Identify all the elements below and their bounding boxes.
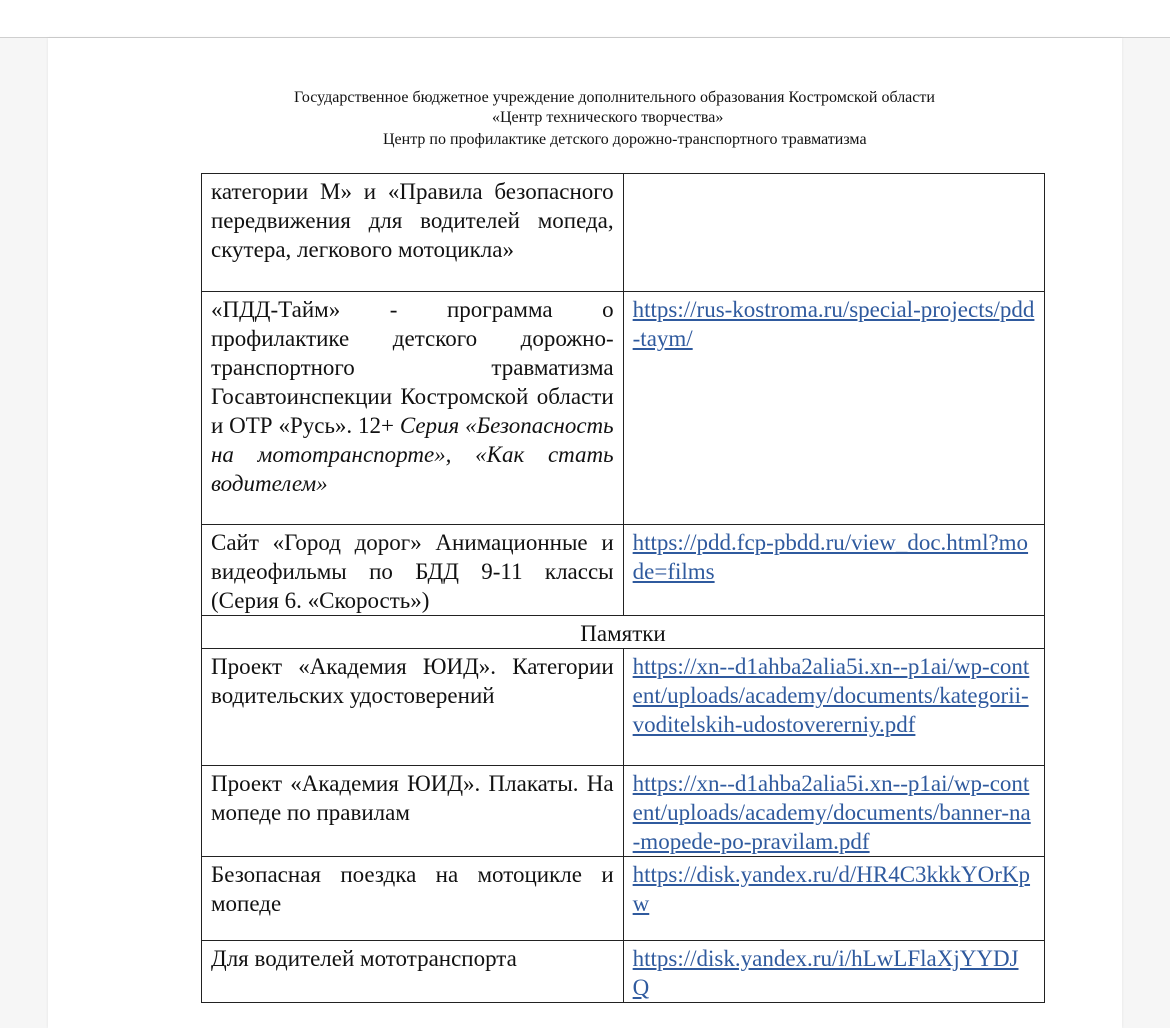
header-center-name: «Центр технического творчества» — [492, 109, 724, 126]
table-row — [202, 857, 1045, 941]
resource-description — [202, 941, 624, 1003]
resource-link-cell — [623, 292, 1044, 525]
resource-link[interactable]: https://disk.yandex.ru/d/HR4C3kkkYOrKpw — [632, 862, 1031, 916]
resource-description — [202, 766, 624, 857]
resource-link-cell — [623, 525, 1044, 616]
table-row — [202, 941, 1045, 1003]
header-center-subtitle: Центр по профилактике детского дорожно-транспортного травматизма — [383, 131, 867, 148]
resource-text: Проект «Академия ЮИД». Категории водительских удостоверений — [211, 654, 614, 708]
resource-text: категории М» и «Правила безопасного передвижения для водителей мопеда, скутера, легкового мотоцикла» — [211, 179, 614, 262]
resource-link[interactable]: https://xn--d1ahba2alia5i.xn--p1ai/wp-content/uploads/academy/documents/banner-na-mopede-po-pravilam.pdf — [632, 771, 1031, 854]
resource-description — [202, 292, 624, 525]
resource-series-text: Серия «Безопасность на мототранспорте», «Как стать водителем» — [211, 413, 614, 496]
resources-table — [201, 173, 1045, 1003]
table-row — [202, 292, 1045, 525]
table-row — [202, 174, 1045, 292]
resource-link-cell — [623, 857, 1044, 941]
resource-link-cell — [623, 766, 1044, 857]
table-row — [202, 525, 1045, 616]
resource-text: Сайт «Город дорог» Анимационные и видеофильмы по БДД 9-11 классы (Серия 6. «Скорость») — [211, 530, 614, 613]
resource-text: Безопасная поездка на мотоцикле и мопеде — [211, 862, 614, 916]
resource-link-cell — [623, 649, 1044, 766]
resource-link[interactable]: https://disk.yandex.ru/i/hLwLFlaXjYYDJQ — [632, 946, 1019, 1000]
table-row — [202, 766, 1045, 857]
resource-link-cell — [623, 174, 1044, 292]
resource-description — [202, 525, 624, 616]
resource-link-cell — [623, 941, 1044, 1003]
section-title: Памятки — [202, 616, 1045, 649]
resource-text: «ПДД-Тайм» - программа о профилактике детского дорожно-транспортного травматизма Госавтоинспекции Костромской области и ОТР «Русь». 12+ — [211, 297, 614, 438]
resource-description — [202, 174, 624, 292]
resource-description — [202, 857, 624, 941]
resource-text: Проект «Академия ЮИД». Плакаты. На мопеде по правилам — [211, 771, 614, 825]
resource-description — [202, 649, 624, 766]
resource-link[interactable]: https://rus-kostroma.ru/special-projects/pdd-taym/ — [632, 297, 1035, 351]
header-org-line: Государственное бюджетное учреждение дополнительного образования Костромской области — [294, 89, 935, 106]
resource-text: Для водителей мототранспорта — [211, 946, 517, 971]
resource-link[interactable]: https://xn--d1ahba2alia5i.xn--p1ai/wp-content/uploads/academy/documents/kategorii-voditelskih-udostovererniy.pdf — [632, 654, 1030, 737]
document-page — [48, 38, 1122, 1028]
table-row — [202, 649, 1045, 766]
section-row — [202, 616, 1045, 649]
resource-link[interactable]: https://pdd.fcp-pbdd.ru/view_doc.html?mode=films — [632, 530, 1029, 584]
viewer-toolbar — [0, 0, 1170, 38]
